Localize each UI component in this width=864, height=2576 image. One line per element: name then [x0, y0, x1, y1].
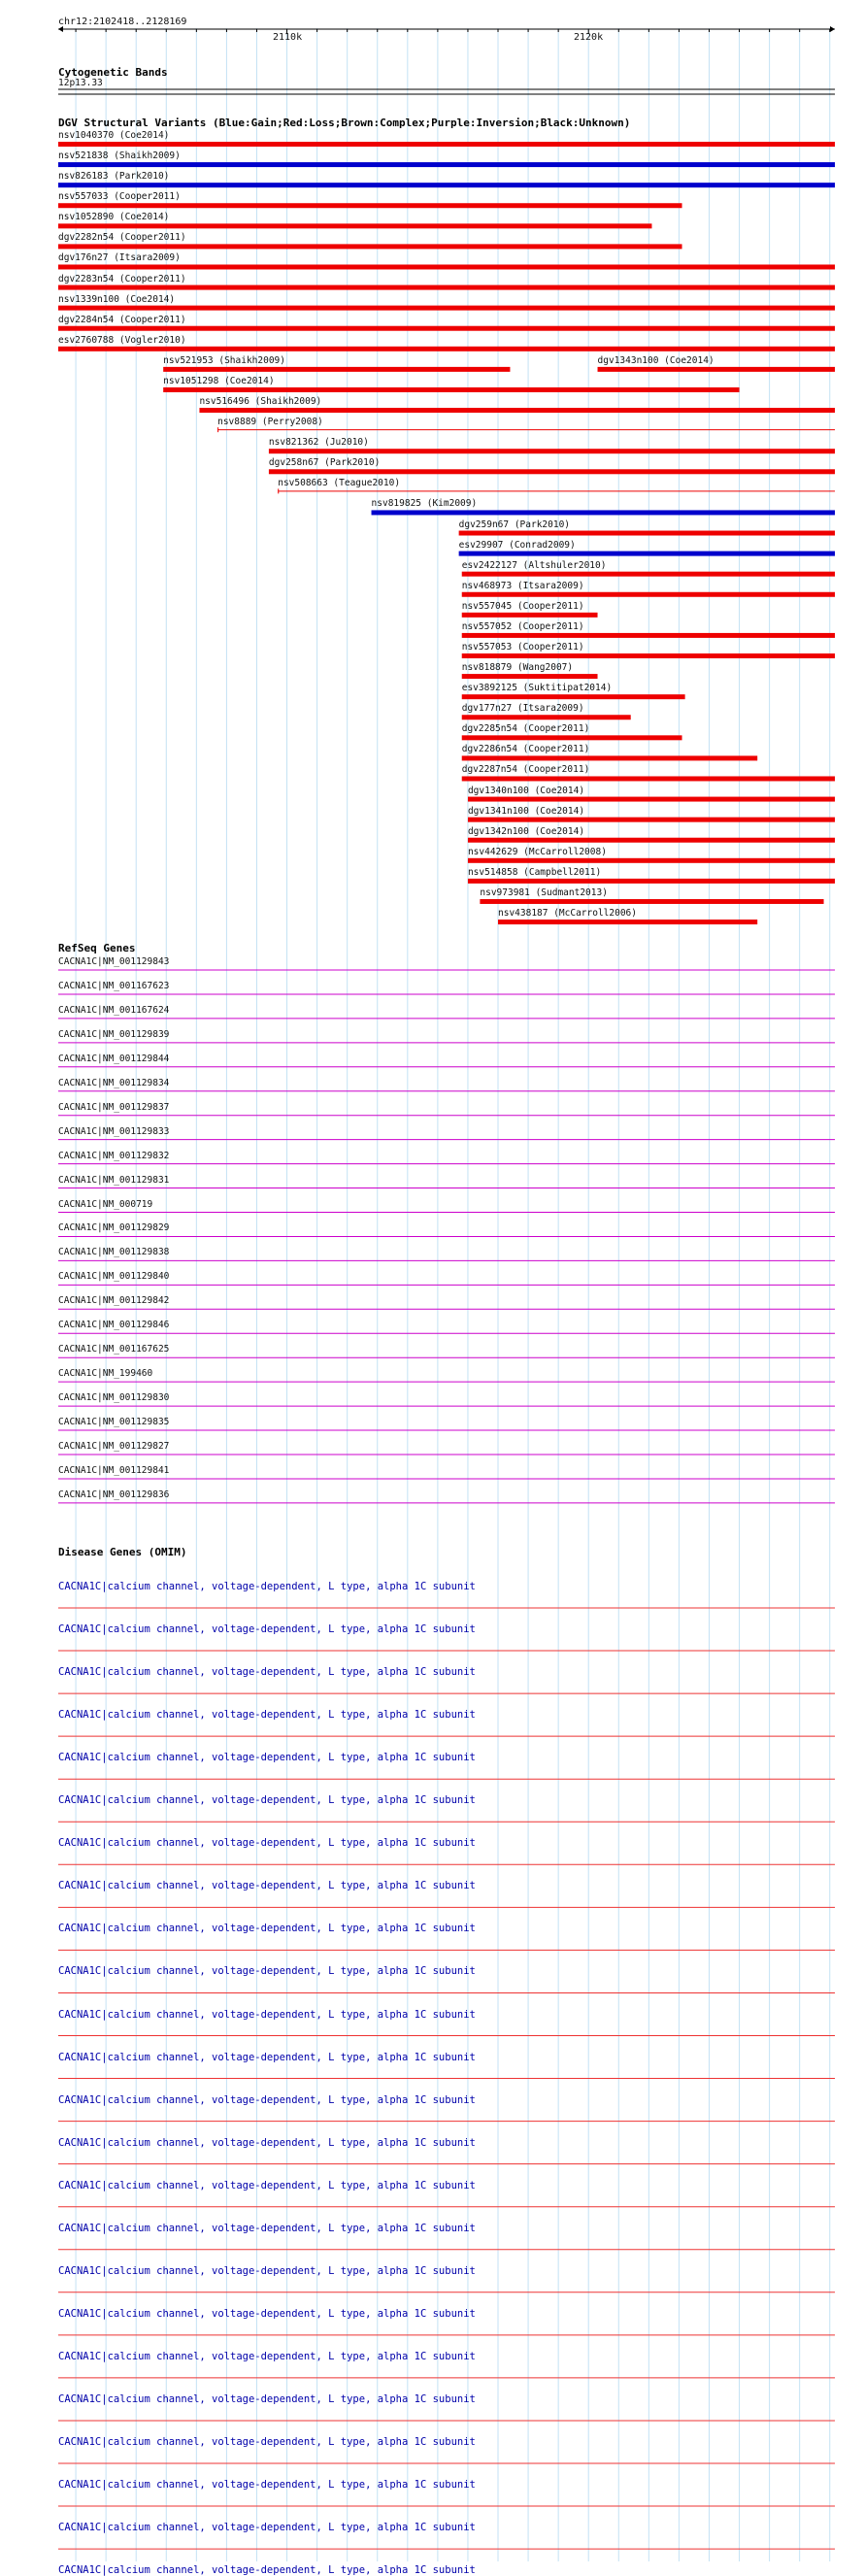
- refseq-gene-label: CACNA1C|NM_001129837: [58, 1101, 170, 1113]
- omim-entry-label: CACNA1C|calcium channel, voltage-dependent, L type, alpha 1C subunit: [58, 1837, 476, 1850]
- variant-bar: [462, 592, 835, 597]
- dgv-track-title: DGV Structural Variants (Blue:Gain;Red:Loss;Brown:Complex;Purple:Inversion;Black:Unknown): [58, 117, 631, 129]
- refseq-gene-label: CACNA1C|NM_001129842: [58, 1295, 170, 1307]
- variant-bar: [372, 510, 835, 515]
- variant-label: nsv826183 (Park2010): [58, 171, 170, 183]
- omim-entry-label: CACNA1C|calcium channel, voltage-dependent, L type, alpha 1C subunit: [58, 1965, 476, 1978]
- variant-label: dgv1343n100 (Coe2014): [597, 354, 714, 366]
- omim-entry-label: CACNA1C|calcium channel, voltage-dependent, L type, alpha 1C subunit: [58, 2479, 476, 2492]
- variant-label: dgv259n67 (Park2010): [458, 519, 571, 530]
- refseq-gene-label: CACNA1C|NM_001129839: [58, 1028, 170, 1040]
- omim-entry-label: CACNA1C|calcium channel, voltage-dependent, L type, alpha 1C subunit: [58, 2136, 476, 2149]
- omim-entry-label: CACNA1C|calcium channel, voltage-dependent, L type, alpha 1C subunit: [58, 1709, 476, 1722]
- refseq-gene-label: CACNA1C|NM_001129835: [58, 1417, 170, 1428]
- variant-bar: [58, 183, 835, 187]
- variant-label: dgv176n27 (Itsara2009): [58, 252, 181, 264]
- refseq-gene-label: CACNA1C|NM_001129829: [58, 1222, 170, 1234]
- variant-label: nsv516496 (Shaikh2009): [199, 396, 322, 408]
- variant-bar: [459, 531, 835, 536]
- variant-label: dgv2283n54 (Cooper2011): [58, 273, 186, 284]
- omim-entry-label: CACNA1C|calcium channel, voltage-dependent, L type, alpha 1C subunit: [58, 1623, 476, 1636]
- variant-label: nsv508663 (Teague2010): [278, 478, 401, 489]
- variant-bar: [459, 552, 835, 556]
- variant-bar: [598, 367, 835, 372]
- variant-label: nsv442629 (McCarroll2008): [467, 846, 607, 857]
- variant-bar: [58, 162, 835, 167]
- refseq-gene-label: CACNA1C|NM_001167623: [58, 980, 170, 991]
- variant-bar: [468, 838, 835, 843]
- refseq-gene-label: CACNA1C|NM_001129834: [58, 1077, 170, 1088]
- variant-bar: [462, 715, 631, 719]
- refseq-gene-label: CACNA1C|NM_001167624: [58, 1004, 170, 1016]
- omim-entry-label: CACNA1C|calcium channel, voltage-dependent, L type, alpha 1C subunit: [58, 2264, 476, 2277]
- omim-entry-label: CACNA1C|calcium channel, voltage-dependent, L type, alpha 1C subunit: [58, 1880, 476, 1892]
- variant-label: esv3892125 (Suktitipat2014): [461, 683, 613, 694]
- refseq-gene-label: CACNA1C|NM_001129827: [58, 1441, 170, 1452]
- variant-label: dgv1342n100 (Coe2014): [467, 825, 585, 837]
- variant-bar: [462, 674, 598, 679]
- variant-label: nsv1051298 (Coe2014): [163, 375, 275, 386]
- variant-label: dgv1340n100 (Coe2014): [467, 785, 585, 796]
- variant-bar: [468, 797, 835, 802]
- variant-label: nsv1052890 (Coe2014): [58, 212, 170, 223]
- variant-bar: [462, 776, 835, 781]
- variant-bar: [269, 469, 835, 474]
- omim-entry-label: CACNA1C|calcium channel, voltage-dependent, L type, alpha 1C subunit: [58, 1581, 476, 1592]
- variant-bar: [58, 326, 835, 331]
- variant-label: nsv521953 (Shaikh2009): [163, 354, 286, 366]
- variant-bar: [58, 244, 682, 249]
- variant-bar: [58, 223, 651, 228]
- variant-label: nsv819825 (Kim2009): [371, 498, 478, 510]
- location-label: chr12:2102418..2128169: [58, 17, 187, 27]
- variant-label: dgv2287n54 (Cooper2011): [461, 764, 590, 776]
- variant-bar: [58, 306, 835, 311]
- omim-entry-label: CACNA1C|calcium channel, voltage-dependent, L type, alpha 1C subunit: [58, 2179, 476, 2191]
- omim-entry-label: CACNA1C|calcium channel, voltage-dependent, L type, alpha 1C subunit: [58, 2350, 476, 2362]
- variant-bar: [163, 387, 739, 392]
- refseq-gene-label: CACNA1C|NM_001129838: [58, 1247, 170, 1258]
- tick-label-2110k: 2110k: [273, 32, 303, 43]
- refseq-gene-label: CACNA1C|NM_001129831: [58, 1174, 170, 1186]
- refseq-gene-label: CACNA1C|NM_001129832: [58, 1150, 170, 1161]
- tick-label-2120k: 2120k: [574, 32, 604, 43]
- variant-label: dgv2284n54 (Cooper2011): [58, 314, 186, 325]
- variant-label: dgv2286n54 (Cooper2011): [461, 744, 590, 755]
- variant-bar: [462, 735, 682, 740]
- variant-label: nsv821362 (Ju2010): [268, 437, 369, 449]
- variant-label: nsv8889 (Perry2008): [217, 417, 323, 428]
- variant-bar: [58, 347, 835, 351]
- variant-label: nsv438187 (McCarroll2006): [498, 908, 637, 920]
- variant-bar: [199, 408, 835, 413]
- omim-entry-label: CACNA1C|calcium channel, voltage-dependent, L type, alpha 1C subunit: [58, 2392, 476, 2405]
- variant-bar: [163, 367, 510, 372]
- variant-label: dgv177n27 (Itsara2009): [461, 703, 584, 715]
- variant-bar: [462, 633, 835, 638]
- variant-label: nsv1040370 (Coe2014): [58, 130, 170, 141]
- refseq-gene-label: CACNA1C|NM_001129833: [58, 1125, 170, 1137]
- variant-label: dgv258n67 (Park2010): [268, 457, 381, 469]
- omim-entry-label: CACNA1C|calcium channel, voltage-dependent, L type, alpha 1C subunit: [58, 2436, 476, 2448]
- ruler-right-arrow: [830, 26, 835, 32]
- variant-label: nsv557052 (Cooper2011): [461, 620, 584, 632]
- variant-label: nsv818879 (Wang2007): [461, 662, 574, 674]
- variant-bar: [58, 142, 835, 147]
- variant-label: nsv1339n100 (Coe2014): [58, 293, 176, 305]
- variant-label: nsv557045 (Cooper2011): [461, 600, 584, 612]
- variant-bar: [462, 613, 598, 618]
- variant-label: dgv1341n100 (Coe2014): [467, 805, 585, 817]
- variant-label: nsv557033 (Cooper2011): [58, 191, 181, 203]
- variant-label: nsv521838 (Shaikh2009): [58, 151, 181, 162]
- variant-label: nsv514858 (Campbell2011): [467, 866, 602, 878]
- variant-bar: [468, 879, 835, 884]
- variant-bar: [480, 899, 823, 904]
- variant-bar: [269, 449, 835, 453]
- variant-bar: [462, 653, 835, 658]
- refseq-gene-label: CACNA1C|NM_001129830: [58, 1392, 170, 1404]
- variant-label: esv2760788 (Vogler2010): [58, 334, 186, 346]
- omim-entry-label: CACNA1C|calcium channel, voltage-dependent, L type, alpha 1C subunit: [58, 2051, 476, 2063]
- refseq-gene-label: CACNA1C|NM_001129843: [58, 956, 170, 967]
- refseq-gene-label: CACNA1C|NM_000719: [58, 1198, 153, 1210]
- refseq-gene-label: CACNA1C|NM_001129846: [58, 1320, 170, 1331]
- omim-track-title: Disease Genes (OMIM): [58, 1546, 187, 1558]
- variant-bar: [468, 818, 835, 822]
- omim-entry-label: CACNA1C|calcium channel, voltage-dependent, L type, alpha 1C subunit: [58, 1923, 476, 1935]
- omim-entry-label: CACNA1C|calcium channel, voltage-dependent, L type, alpha 1C subunit: [58, 2307, 476, 2320]
- omim-entry-label: CACNA1C|calcium channel, voltage-dependent, L type, alpha 1C subunit: [58, 2564, 476, 2576]
- omim-entry-label: CACNA1C|calcium channel, voltage-dependent, L type, alpha 1C subunit: [58, 1794, 476, 1807]
- variant-label: nsv973981 (Sudmant2013): [480, 887, 608, 898]
- refseq-gene-label: CACNA1C|NM_001129844: [58, 1053, 170, 1064]
- variant-label: dgv2285n54 (Cooper2011): [461, 723, 590, 735]
- omim-entry-label: CACNA1C|calcium channel, voltage-dependent, L type, alpha 1C subunit: [58, 2222, 476, 2234]
- refseq-track-title: RefSeq Genes: [58, 942, 136, 954]
- variant-bar: [468, 858, 835, 863]
- variant-label: esv29907 (Conrad2009): [458, 539, 576, 551]
- omim-entry-label: CACNA1C|calcium channel, voltage-dependent, L type, alpha 1C subunit: [58, 2008, 476, 2021]
- variant-bar: [498, 920, 757, 924]
- variant-bar: [58, 285, 835, 290]
- omim-entry-label: CACNA1C|calcium channel, voltage-dependent, L type, alpha 1C subunit: [58, 2093, 476, 2106]
- cytoband-track-title: Cytogenetic Bands: [58, 66, 168, 79]
- refseq-gene-label: CACNA1C|NM_001129840: [58, 1271, 170, 1283]
- variant-bar: [58, 203, 682, 208]
- refseq-gene-label: CACNA1C|NM_001129841: [58, 1464, 170, 1476]
- refseq-gene-label: CACNA1C|NM_001129836: [58, 1489, 170, 1500]
- refseq-gene-label: CACNA1C|NM_001167625: [58, 1344, 170, 1355]
- cytoband-label: 12p13.33: [58, 78, 103, 88]
- variant-label: nsv557053 (Cooper2011): [461, 642, 584, 652]
- variant-bar: [462, 755, 757, 760]
- variant-bar: [462, 572, 835, 577]
- omim-entry-label: CACNA1C|calcium channel, voltage-dependent, L type, alpha 1C subunit: [58, 1752, 476, 1764]
- ruler-left-arrow: [58, 26, 63, 32]
- omim-entry-label: CACNA1C|calcium channel, voltage-dependent, L type, alpha 1C subunit: [58, 1666, 476, 1679]
- refseq-gene-label: CACNA1C|NM_199460: [58, 1368, 153, 1380]
- variant-label: dgv2282n54 (Cooper2011): [58, 232, 186, 244]
- variant-label: esv2422127 (Altshuler2010): [461, 559, 607, 571]
- variant-bar: [462, 694, 685, 699]
- variant-label: nsv468973 (Itsara2009): [461, 580, 584, 591]
- omim-entry-label: CACNA1C|calcium channel, voltage-dependent, L type, alpha 1C subunit: [58, 2522, 476, 2534]
- variant-bar: [58, 264, 835, 269]
